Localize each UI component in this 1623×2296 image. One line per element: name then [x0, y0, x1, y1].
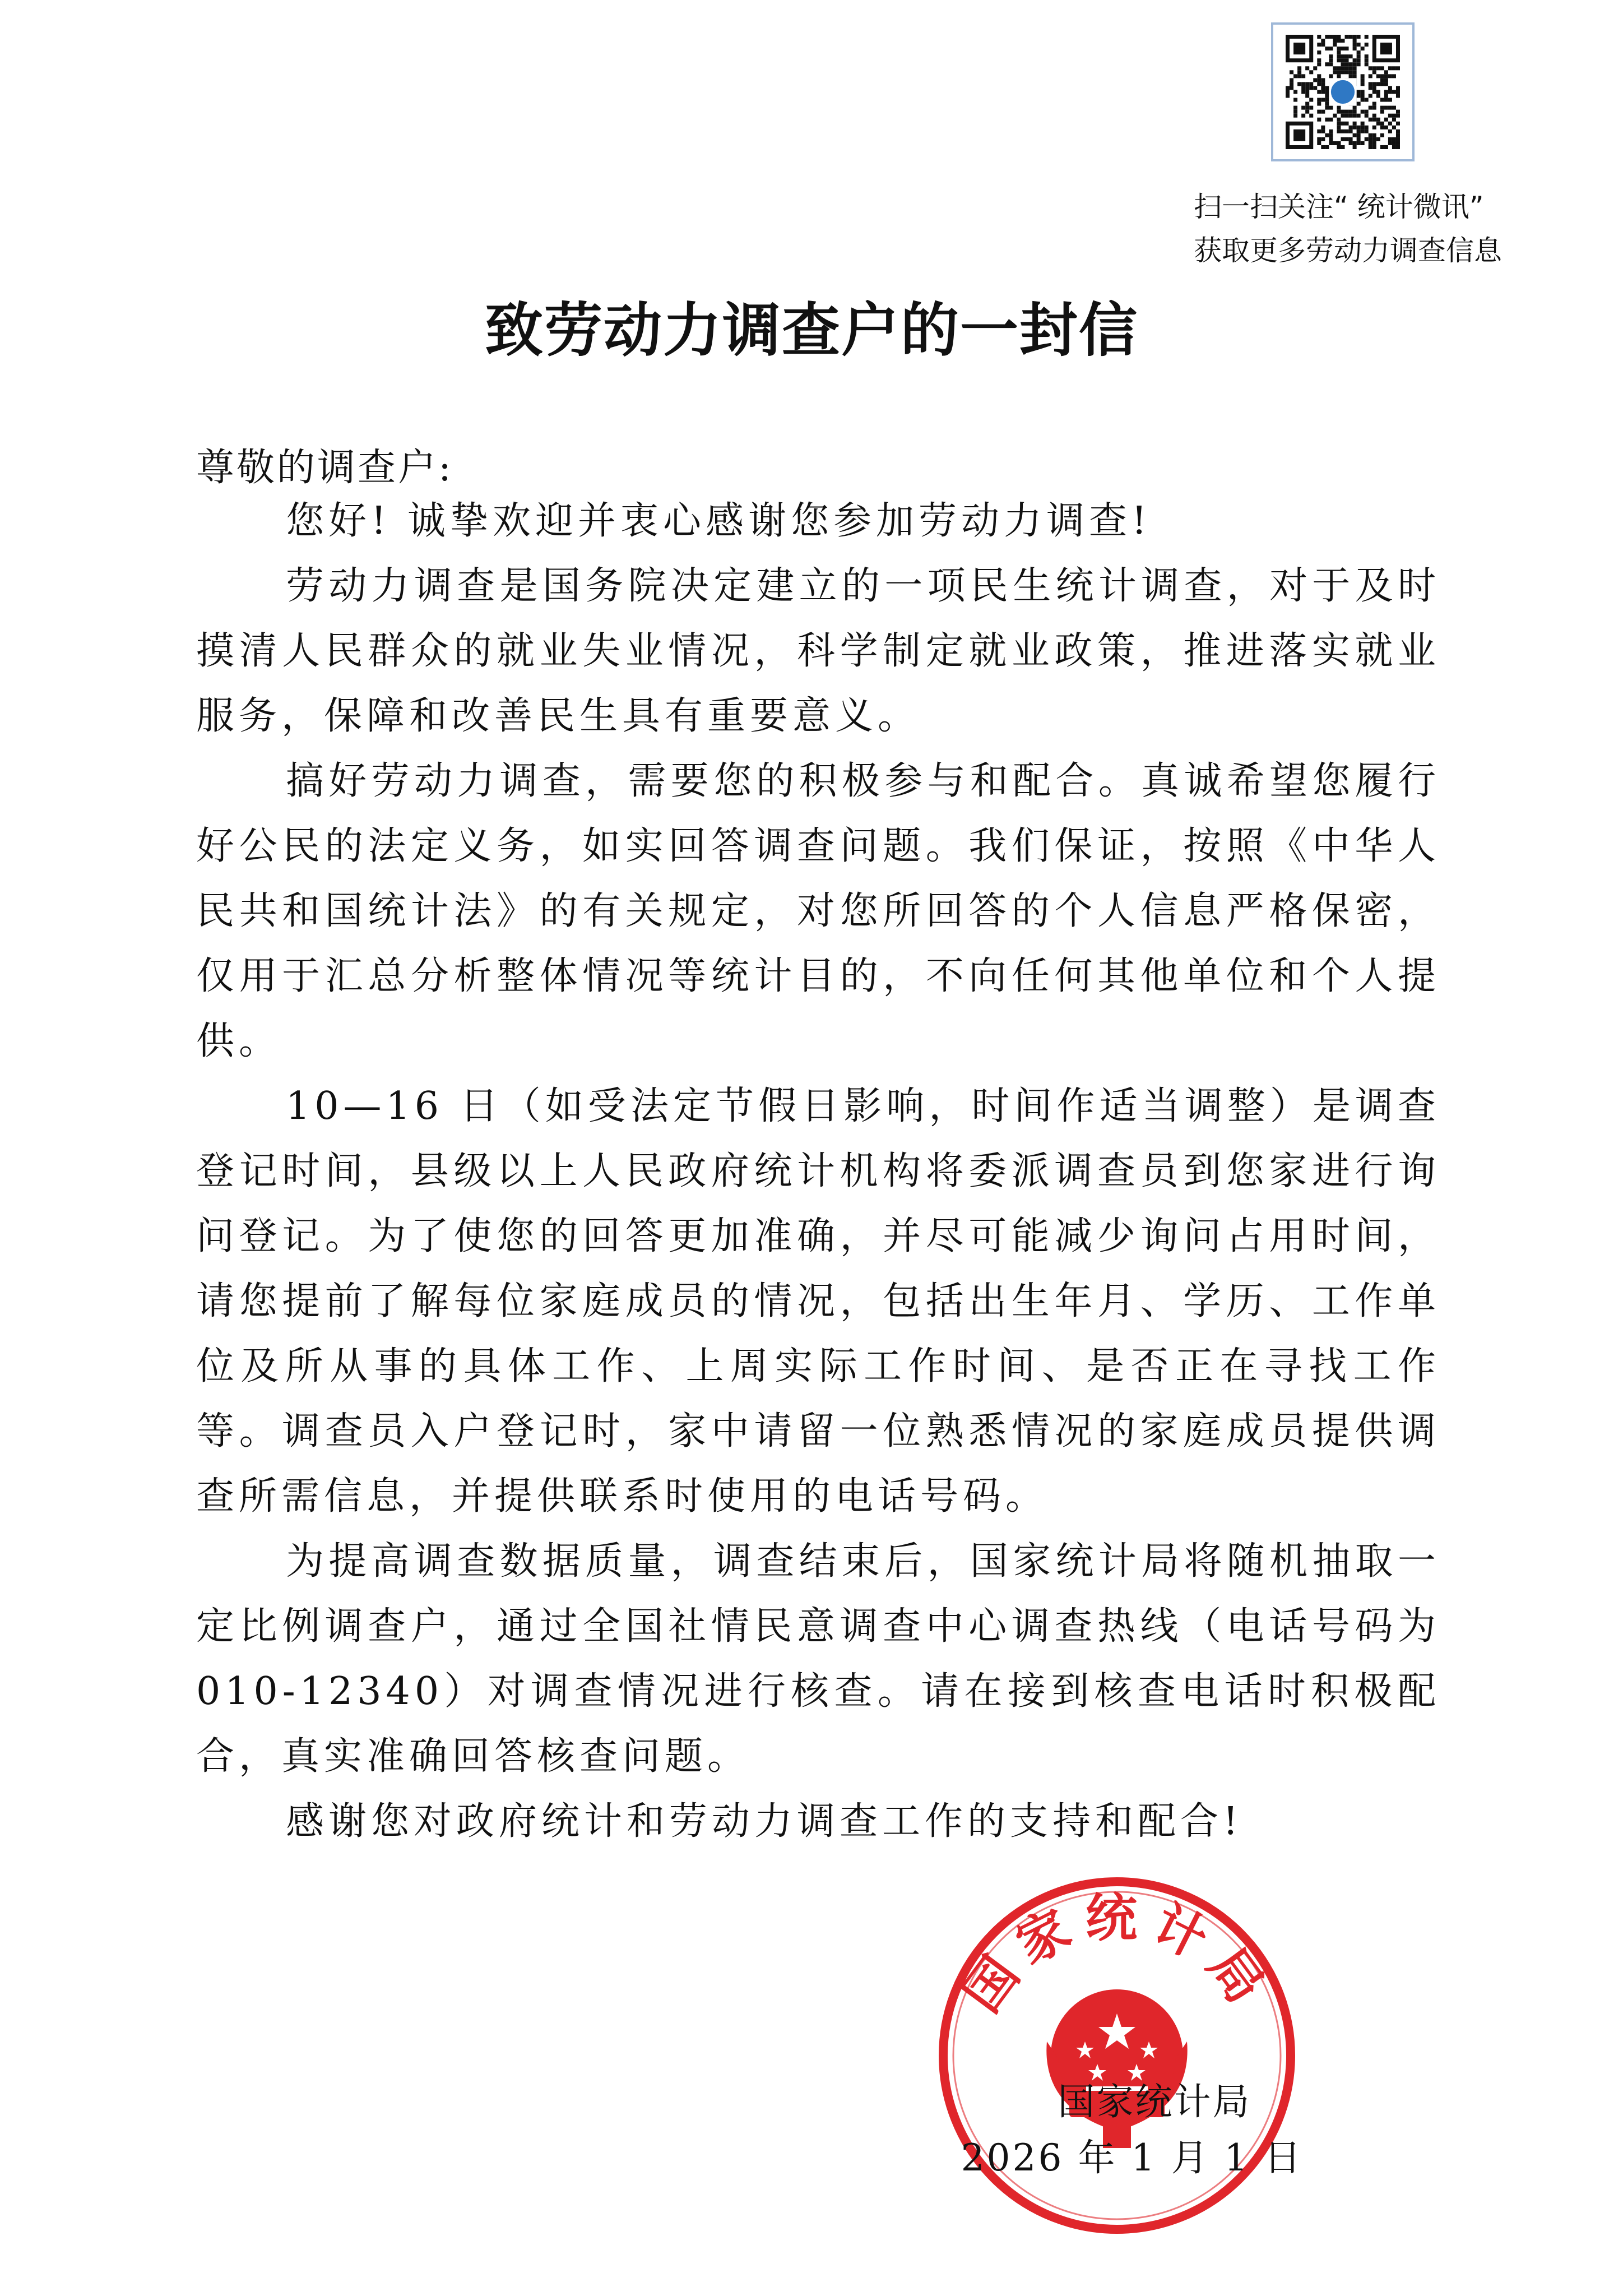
qr-code-icon: [1286, 35, 1400, 149]
signature: 国家统计局: [1058, 2080, 1251, 2123]
qr-caption: [1194, 185, 1541, 272]
letter-title: 致劳动力调查户的一封信: [484, 296, 1138, 364]
paragraph-greeting: 您好! 诚挚欢迎并衷心感谢您参加劳动力调查!: [286, 499, 1152, 543]
qr-code[interactable]: [1271, 22, 1415, 161]
paragraph-thanks: 感谢您对政府统计和劳动力调查工作的支持和配合!: [286, 1799, 1243, 1844]
salutation: 尊敬的调查户:: [196, 446, 453, 490]
letter-date: 2026 年 1 月 1 日: [961, 2136, 1304, 2179]
paragraph-verification: 为提高调查数据质量，调查结束后，国家统计局将随机抽取一定比例调查户，通过全国社情民意调查中心调查热线（电话号码为 010-12340）对调查情况进行核查。请在接到核查电话时积极配合，真实准确回答核查问题。: [196, 1539, 1440, 1779]
letter-body: [196, 489, 1440, 1854]
paragraph-schedule: 10—16 日（如受法定节假日影响，时间作适当调整）是调查登记时间，县级以上人民政府统计机构将委派调查员到您家进行询问登记。为了使您的回答更加准确，并尽可能减少询问占用时间，请您提前了解每位家庭成员的情况，包括出生年月、学历、工作单位及所从事的具体工作、上周实际工作时间、是否正在寻找工作等。调查员入户登记时，家中请留一位熟悉情况的家庭成员提供调查所需信息，并提供联系时使用的电话号码。: [196, 1084, 1440, 1519]
seal-text: 国家统计局: [952, 1888, 1282, 2023]
paragraph-privacy: 搞好劳动力调查，需要您的积极参与和配合。真诚希望您履行好公民的法定义务，如实回答调查问题。我们保证，按照《中华人民共和国统计法》的有关规定，对您所回答的个人信息严格保密，仅用于汇总分析整体情况等统计目的，不向任何其他单位和个人提供。: [196, 759, 1440, 1063]
qr-caption-line2: 获取更多劳动力调查信息: [1194, 234, 1502, 267]
qr-caption-line1: 扫一扫关注“ 统计微讯”: [1194, 191, 1484, 223]
paragraph-purpose: 劳动力调查是国务院决定建立的一项民生统计调查，对于及时摸清人民群众的就业失业情况，科学制定就业政策，推进落实就业服务，保障和改善民生具有重要意义。: [196, 564, 1440, 738]
